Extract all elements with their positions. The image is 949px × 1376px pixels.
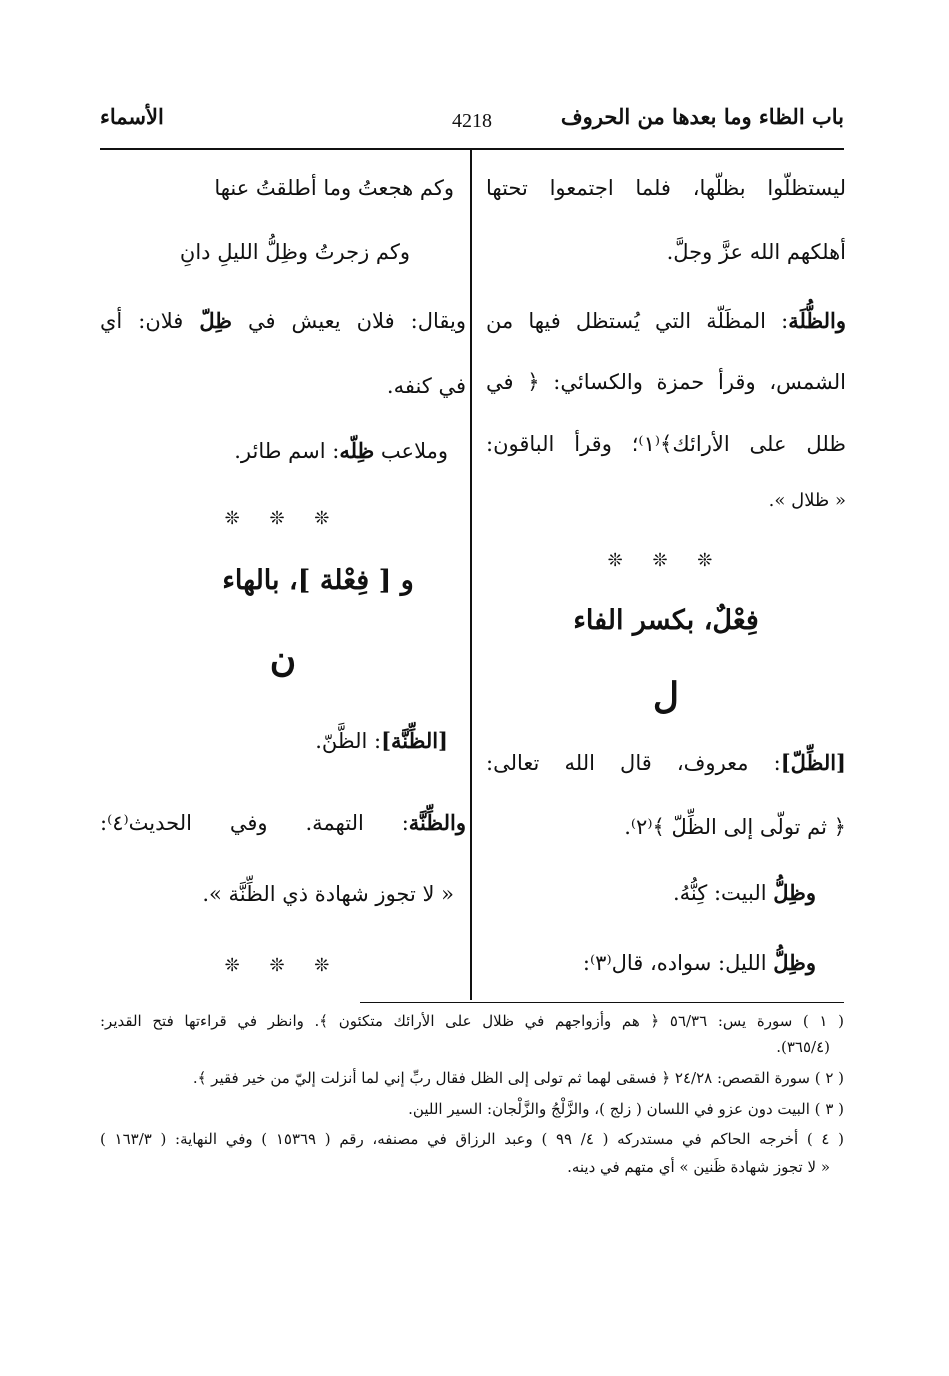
headword: [الظِّلّ] <box>780 750 846 775</box>
root-letter: ن <box>269 638 297 680</box>
section-title: باب الظاء وما بعدها من الحروف <box>560 104 844 129</box>
text-line: ﴿ ثم تولّى إلى الظِّلّ ﴾⁽٢⁾. <box>624 815 846 839</box>
section-heading: فِعْلٌ، بكسر الفاء <box>573 605 759 636</box>
text-line: وملاعب ظِلّه: اسم طائر. <box>234 438 448 463</box>
text-line: وظِلُّ البيت: كِنُّهُ. <box>673 880 816 905</box>
footnote-divider <box>360 1002 844 1003</box>
headword: وظِلُّ <box>773 880 816 905</box>
footnote-2: ( ٢ ) سورة القصص: ٢٤/٢٨ ﴿ فسقى لهما ثم تولى إلى الظل فقال ربِّ إني لما أنزلت إليّ من خير فقير ﴾. <box>192 1069 844 1087</box>
poetry-line: وكم زجرتُ وظِلُّ الليلِ دانِ <box>179 240 410 264</box>
text-line: الشمس، وقرأ حمزة والكسائي: ﴿ في <box>486 370 846 394</box>
category-label: الأسماء <box>100 104 164 129</box>
page-number: 4218 <box>452 110 492 132</box>
text-line: ظلل على الأرائك﴾⁽١⁾؛ وقرأ الباقون: <box>486 432 846 456</box>
poetry-line: وكم هجعتُ وما أطلقتُ عنها <box>214 176 454 200</box>
text-line: [الظِّنَّة]: الظَّنّ. <box>315 728 448 753</box>
headword: ظِلّ <box>199 308 232 333</box>
headword: [الظِّنَّة] <box>381 728 448 753</box>
column-divider <box>470 148 472 1000</box>
text-line: وظِلُّ الليل: سواده، قال⁽٣⁾: <box>582 950 816 975</box>
text-line: ويقال: فلان يعيش في ظِلّ فلان: أي <box>100 308 466 333</box>
headword: والظِّنَّة <box>408 810 466 835</box>
section-separator: ❊ ❊ ❊ <box>607 550 725 571</box>
text-line: والظُّلَة: المظَلّة التي يُستظل فيها من <box>486 308 846 333</box>
text-line: [الظِّلّ]: معروف، قال الله تعالى: <box>486 750 846 775</box>
header-divider <box>100 148 844 150</box>
footnote-1: ( ١ ) سورة يس: ٥٦/٣٦ ﴿ هم وأزواجهم في ظلال على الأرائك متكئون ﴾. وانظر في قراءتها فتح القدير: <box>100 1012 844 1030</box>
footnote-1-cont: (٣٦٥/٤). <box>776 1038 830 1056</box>
footnote-4: ( ٤ ) أخرجه الحاكم في مستدركه ( ٤/ ٩٩ ) وعبد الرزاق في مصنفه، رقم ( ١٥٣٦٩ ) وفي النهاية: ( ١٦٣/٣ ) <box>100 1130 844 1148</box>
text-line: « لا تجوز شهادة ذي الظِّنَّة ». <box>202 882 454 906</box>
text-line: « ظلال ». <box>768 490 846 511</box>
section-separator: ❊ ❊ ❊ <box>224 508 342 529</box>
text-line: ليستظلّوا بظلّها، فلما اجتمعوا تحتها <box>486 176 846 200</box>
section-heading: و [ فِعْلة ]، بالهاء <box>222 565 414 596</box>
footnote-4-cont: « لا تجوز شهادة ظَنين » أي متهم في دينه. <box>567 1158 830 1176</box>
section-separator: ❊ ❊ ❊ <box>224 955 342 976</box>
footnote-3: ( ٣ ) البيت دون عزو في اللسان ( زلج )، والزَّلْجُ والزَّلْجان: السير اللين. <box>408 1100 844 1118</box>
headword: وظِلُّ <box>773 950 816 975</box>
text-line: في كنفه. <box>386 374 466 398</box>
text-line: والظِّنَّة: التهمة. وفي الحديث⁽٤⁾: <box>100 810 466 835</box>
root-letter: ل <box>652 675 680 717</box>
page-header <box>100 104 844 148</box>
text-line: أهلكهم الله عزَّ وجلَّ. <box>666 240 846 264</box>
headword: ظِلّه <box>339 438 375 463</box>
headword: والظُّلَة <box>788 308 846 333</box>
